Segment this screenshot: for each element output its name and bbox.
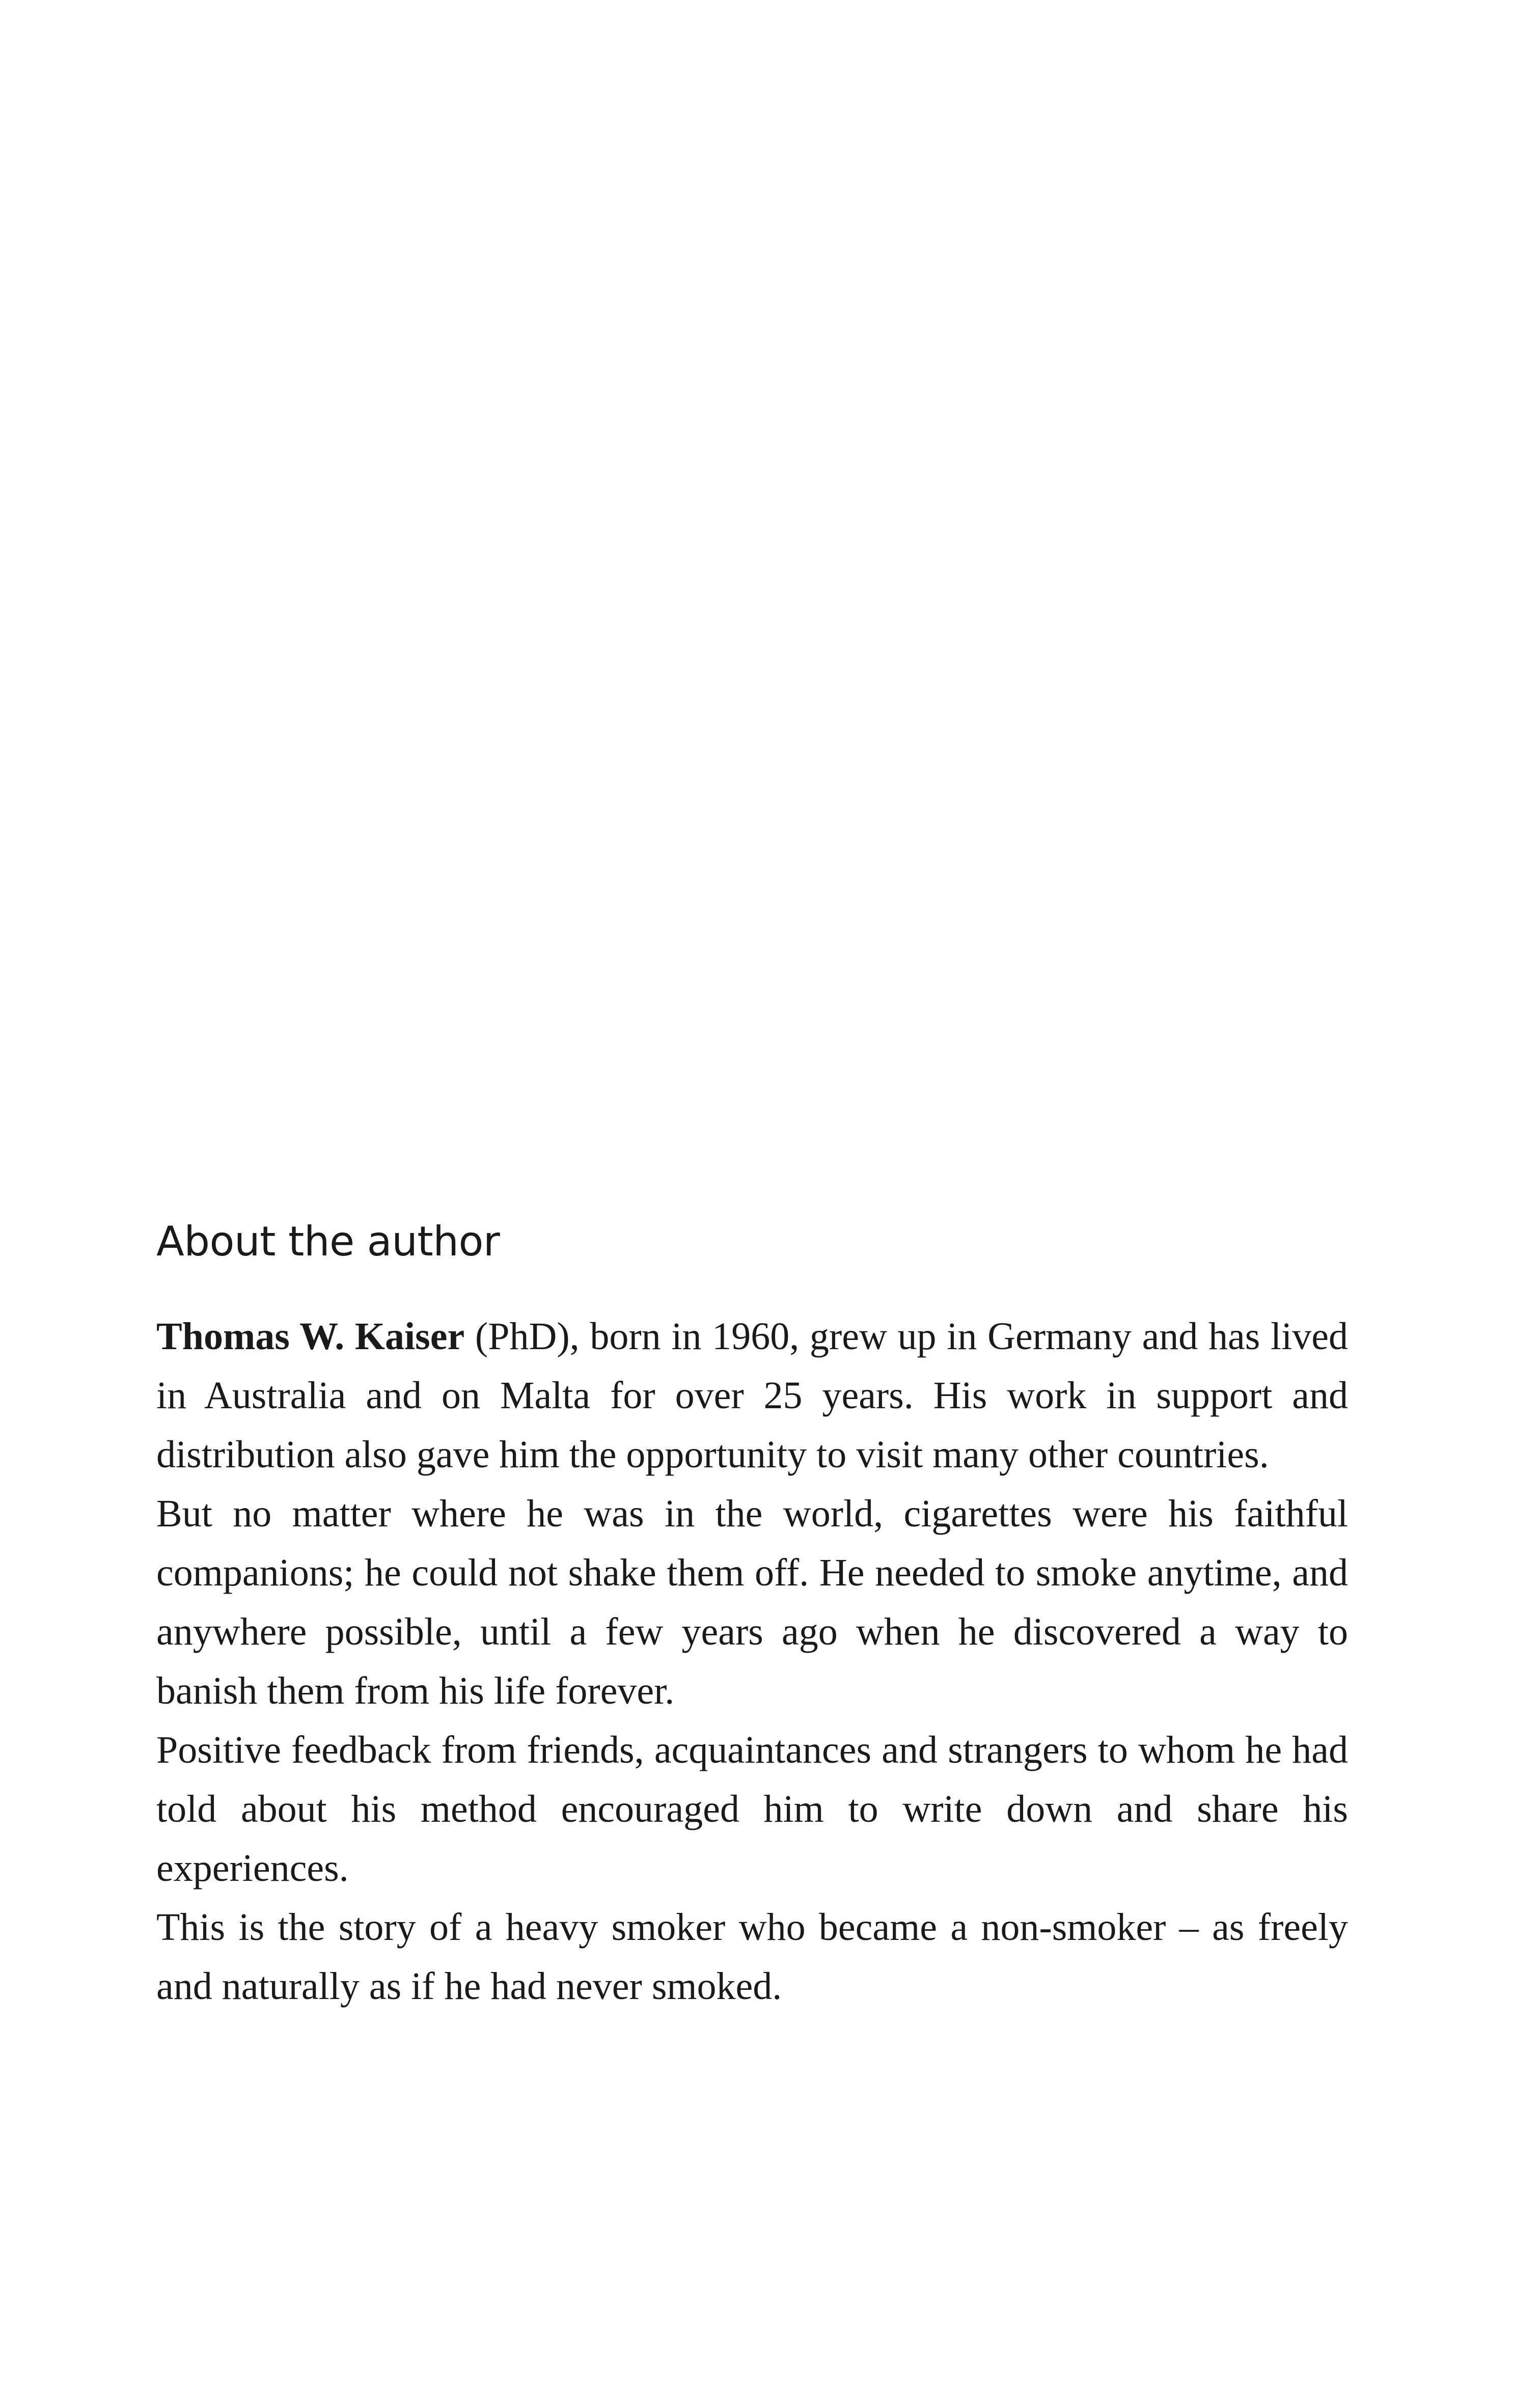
about-author-section (156, 1217, 1348, 2016)
section-heading: About the author (156, 1218, 500, 1265)
bio-paragraph-4: This is the story of a heavy smoker who became a non-smoker – as freely and naturally as if he had never smoked. (156, 1906, 1348, 2008)
bio-paragraph-2: But no matter where he was in the world, cigarettes were his faithful companions; he could not shake them off. He needed to smoke anytime, and anywhere possible, until a few years ago when he discovered a way to banish them from his life forever. (156, 1492, 1348, 1712)
author-bio (156, 1307, 1348, 2016)
bio-paragraph-3: Positive feedback from friends, acquaintances and strangers to whom he had told about his method encouraged him to write down and share his experiences. (156, 1729, 1348, 1890)
bio-paragraph-1-text: (PhD), born in 1960, grew up in Germany and has lived in Australia and on Malta for over 25 years. His work in support and distribution also gave him the opportunity to visit many other countries. (156, 1315, 1348, 1476)
bio-paragraph-1 (156, 1307, 1348, 1484)
author-name: Thomas W. Kaiser (156, 1315, 465, 1358)
